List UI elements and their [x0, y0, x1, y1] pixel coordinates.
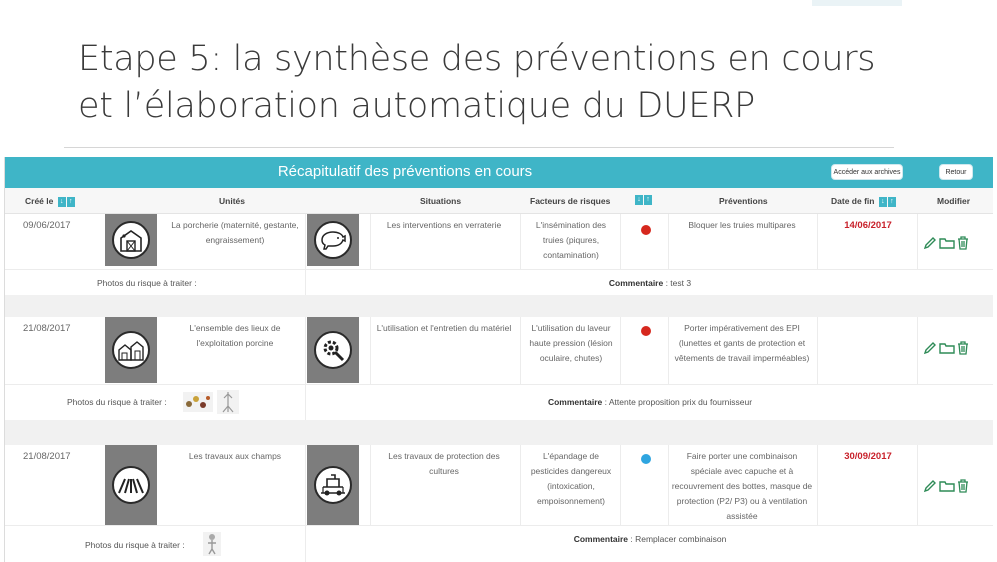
end-date: 14/06/2017: [844, 220, 892, 231]
archives-button[interactable]: Accéder aux archives: [831, 164, 903, 180]
edit-pencil-icon[interactable]: [923, 479, 937, 493]
end-date-sort-controls: [879, 197, 896, 207]
column-divider: [305, 317, 306, 384]
unit-name: La porcherie (maternité, gestante, engraissement): [171, 220, 299, 245]
trash-icon[interactable]: [957, 479, 969, 493]
unit-name: L'ensemble des lieux de l'exploitation porcine: [189, 323, 281, 348]
risk-level-indicator: [641, 326, 651, 336]
comment-text: : Attente proposition prix du fournisseur: [602, 397, 753, 407]
slide-title-line-1: Etape 5: la synthèse des préventions en cours: [78, 39, 876, 79]
comment-label: Commentaire: [547, 397, 603, 407]
sort-up-icon[interactable]: ↑: [888, 197, 896, 207]
sort-down-icon[interactable]: ↓: [58, 197, 66, 207]
risk-photo-thumbnail[interactable]: [203, 532, 221, 556]
gear-tools-icon: [314, 331, 352, 369]
photo-label: Photos du risque à traiter :: [97, 278, 197, 288]
prevention-text: Faire porter une combinaison spéciale avec capuche et à recouvrement des bottes, masque de protection (P2/ P3) ou à ventilation assistée: [671, 451, 813, 521]
top-edge-fragment: [812, 0, 902, 6]
table-header: [5, 188, 993, 214]
column-end-date: [831, 196, 896, 207]
row-actions: [923, 236, 973, 250]
table-row: [5, 317, 993, 384]
column-divider: [370, 214, 371, 269]
back-button[interactable]: Retour: [939, 164, 973, 180]
column-divider: [305, 214, 306, 269]
end-date: 30/09/2017: [844, 451, 892, 462]
risk-level-indicator: [641, 454, 651, 464]
created-sort-controls: [58, 197, 75, 207]
column-divider: [305, 445, 306, 525]
folder-icon[interactable]: [939, 479, 955, 493]
photo-label: Photos du risque à traiter :: [85, 540, 185, 550]
column-divider: [668, 317, 669, 384]
risk-photo-thumbnail[interactable]: [217, 390, 239, 414]
comment-text: : test 3: [663, 278, 692, 288]
risk-factor: L'insémination des truies (piqures, contamination): [535, 220, 607, 260]
created-date: 21/08/2017: [23, 323, 71, 334]
situation-icon-tile: [307, 445, 359, 525]
column-divider: [520, 317, 521, 384]
sort-down-icon[interactable]: ↓: [879, 197, 887, 207]
comment: [305, 397, 993, 407]
unit-icon-tile: [105, 317, 157, 383]
column-divider: [520, 445, 521, 525]
edit-pencil-icon[interactable]: [923, 236, 937, 250]
column-divider: [917, 445, 918, 525]
prevention-text: Porter impérativement des EPI (lunettes et gants de protection et vêtements de travail imperméables): [674, 323, 810, 363]
sort-up-icon[interactable]: ↑: [67, 197, 75, 207]
risk-level-indicator: [641, 225, 651, 235]
risk-sort-controls: [635, 195, 652, 205]
comment: [305, 278, 993, 288]
column-divider: [668, 445, 669, 525]
column-modify: Modifier: [937, 196, 971, 206]
photo-label: Photos du risque à traiter :: [67, 397, 167, 407]
column-divider: [620, 445, 621, 525]
folder-icon[interactable]: [939, 236, 955, 250]
row-separator: [5, 295, 993, 317]
comment-label: Commentaire: [573, 534, 629, 544]
column-divider: [370, 317, 371, 384]
column-divider: [620, 214, 621, 269]
trash-icon[interactable]: [957, 236, 969, 250]
title-divider: [64, 147, 894, 148]
column-divider: [917, 317, 918, 384]
situation-name: Les interventions en verraterie: [386, 220, 502, 230]
comment-text: : Remplacer combinaison: [628, 534, 727, 544]
column-divider: [620, 317, 621, 384]
photo-row: [5, 269, 993, 295]
column-risk-factors: Facteurs de risques: [530, 196, 611, 206]
sort-up-icon[interactable]: ↑: [644, 195, 652, 205]
table-row: [5, 214, 993, 269]
column-divider: [817, 445, 818, 525]
prevention-summary-panel: [4, 157, 993, 562]
barn-icon: [112, 221, 150, 259]
photo-row: [5, 384, 993, 420]
photo-row: [5, 525, 993, 562]
column-divider: [817, 317, 818, 384]
column-divider: [370, 445, 371, 525]
panel-title: Récapitulatif des préventions en cours: [277, 163, 533, 180]
comment-label: Commentaire: [608, 278, 664, 288]
prevention-text: Bloquer les truies multipares: [688, 220, 796, 230]
panel-header: [5, 157, 993, 188]
column-divider: [305, 526, 306, 562]
farm-buildings-icon: [112, 331, 150, 369]
comment: [305, 534, 993, 544]
situation-name: L'utilisation et l'entretien du matériel: [376, 323, 512, 333]
unit-icon-tile: [105, 445, 157, 525]
column-divider: [668, 214, 669, 269]
column-end-date-label: Date de fin: [831, 196, 875, 206]
column-situations: Situations: [420, 196, 462, 206]
sort-down-icon[interactable]: ↓: [635, 195, 643, 205]
row-actions: [923, 479, 973, 493]
folder-icon[interactable]: [939, 341, 955, 355]
pig-icon: [314, 221, 352, 259]
column-created-label: Créé le: [25, 196, 54, 206]
situation-name: Les travaux de protection des cultures: [388, 451, 500, 476]
column-preventions: Préventions: [719, 196, 768, 206]
slide-title: [78, 36, 958, 130]
tractor-sprayer-icon: [314, 466, 352, 504]
trash-icon[interactable]: [957, 341, 969, 355]
slide-title-line-2: et l’élaboration automatique du DUERP: [78, 86, 755, 126]
situation-icon-tile: [307, 214, 359, 266]
field-icon: [112, 466, 150, 504]
risk-photo-thumbnail[interactable]: [183, 392, 213, 412]
column-divider: [520, 214, 521, 269]
situation-icon-tile: [307, 317, 359, 383]
unit-name: Les travaux aux champs: [188, 451, 282, 461]
unit-icon-tile: [105, 214, 157, 266]
column-created: [25, 196, 75, 207]
row-separator: [5, 420, 993, 445]
column-divider: [817, 214, 818, 269]
column-units: Unités: [219, 196, 245, 206]
risk-factor: L'utilisation du laveur haute pression (lésion oculaire, chutes): [529, 323, 613, 363]
row-actions: [923, 341, 973, 355]
created-date: 09/06/2017: [23, 220, 71, 231]
created-date: 21/08/2017: [23, 451, 71, 462]
risk-factor: L'épandage de pesticides dangereux (intoxication, empoisonnement): [530, 451, 612, 506]
table-row: [5, 445, 993, 525]
edit-pencil-icon[interactable]: [923, 341, 937, 355]
column-divider: [917, 214, 918, 269]
